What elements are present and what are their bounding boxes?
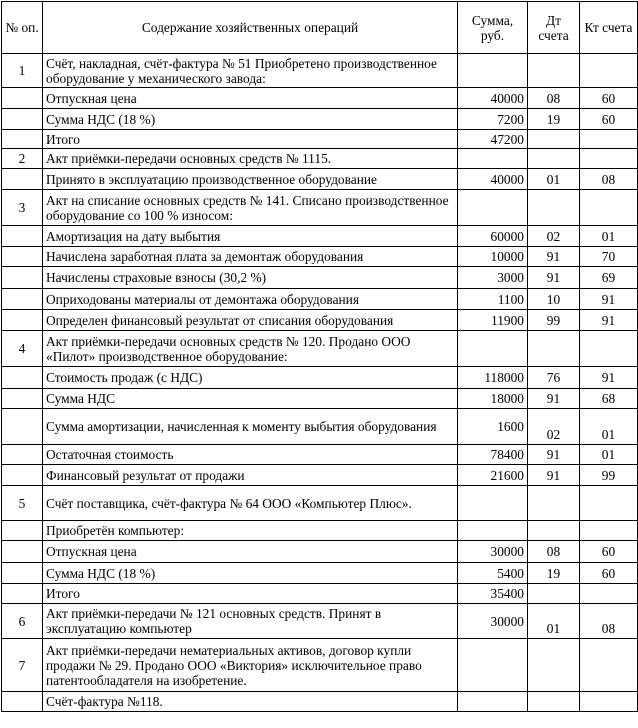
table-row <box>2 604 638 639</box>
credit-account: 91 <box>580 289 638 310</box>
operation-sum <box>458 521 528 541</box>
debit-account <box>528 331 580 367</box>
credit-account <box>580 130 638 149</box>
table-row <box>2 130 638 149</box>
operation-sum: 5400 <box>458 563 528 584</box>
operation-sum: 3000 <box>458 267 528 289</box>
debit-account <box>528 149 580 169</box>
operation-description: Отпускная цена <box>43 88 458 109</box>
operation-number: 5 <box>2 486 43 521</box>
operation-number: 1 <box>2 54 43 88</box>
credit-account: 01 <box>580 445 638 465</box>
header-sum: Сумма, руб. <box>458 2 528 54</box>
table-row <box>2 149 638 169</box>
operation-number <box>2 130 43 149</box>
debit-account: 76 <box>528 367 580 389</box>
table-row <box>2 465 638 486</box>
operation-description: Итого <box>43 584 458 604</box>
operation-sum: 7200 <box>458 109 528 130</box>
operation-description: Акт на списание основных средств № 141. Списано производственное оборудование со 100 % износом: <box>43 190 458 226</box>
operation-description: Отпускная цена <box>43 541 458 563</box>
table-row <box>2 692 638 712</box>
credit-account <box>580 190 638 226</box>
operation-description: Стоимость продаж (с НДС) <box>43 367 458 389</box>
operation-sum <box>458 692 528 712</box>
operation-sum: 40000 <box>458 169 528 190</box>
table-row <box>2 541 638 563</box>
debit-account: 02 <box>528 226 580 247</box>
operation-sum <box>458 149 528 169</box>
operation-sum <box>458 54 528 88</box>
operation-number <box>2 289 43 310</box>
operation-description: Акт приёмки-передачи основных средств № 1115. <box>43 149 458 169</box>
operation-description: Принято в эксплуатацию производственное оборудование <box>43 169 458 190</box>
table-row <box>2 445 638 465</box>
header-row <box>2 2 638 54</box>
debit-account: 10 <box>528 289 580 310</box>
credit-account <box>580 521 638 541</box>
table-row <box>2 310 638 331</box>
debit-account: 91 <box>528 465 580 486</box>
operation-description: Сумма НДС (18 %) <box>43 563 458 584</box>
credit-account <box>580 692 638 712</box>
table-row <box>2 226 638 247</box>
operations-table <box>1 1 638 712</box>
operation-sum: 35400 <box>458 584 528 604</box>
credit-account: 01 <box>580 226 638 247</box>
operation-number: 7 <box>2 639 43 692</box>
header-debit-account: Дт счета <box>528 2 580 54</box>
debit-account <box>528 486 580 521</box>
credit-account: 60 <box>580 563 638 584</box>
operation-sum: 1600 <box>458 409 528 445</box>
debit-account <box>528 190 580 226</box>
debit-account: 99 <box>528 310 580 331</box>
table-row <box>2 169 638 190</box>
table-body <box>2 54 638 712</box>
operation-description: Оприходованы материалы от демонтажа оборудования <box>43 289 458 310</box>
operation-sum <box>458 331 528 367</box>
operation-sum: 21600 <box>458 465 528 486</box>
operation-sum <box>458 190 528 226</box>
debit-account: 08 <box>528 88 580 109</box>
credit-account: 60 <box>580 88 638 109</box>
table-row <box>2 88 638 109</box>
operation-number <box>2 267 43 289</box>
operation-sum: 47200 <box>458 130 528 149</box>
debit-account <box>528 692 580 712</box>
operation-sum: 60000 <box>458 226 528 247</box>
operation-sum: 30000 <box>458 604 528 639</box>
operation-number <box>2 445 43 465</box>
table-row <box>2 109 638 130</box>
operation-number <box>2 109 43 130</box>
credit-account <box>580 584 638 604</box>
credit-account: 70 <box>580 247 638 267</box>
table-row <box>2 563 638 584</box>
operation-sum: 30000 <box>458 541 528 563</box>
credit-account <box>580 54 638 88</box>
operation-description: Финансовый результат от продажи <box>43 465 458 486</box>
credit-account <box>580 486 638 521</box>
credit-account: 01 <box>580 409 638 445</box>
table-row <box>2 267 638 289</box>
debit-account: 91 <box>528 247 580 267</box>
operation-description: Сумма НДС (18 %) <box>43 109 458 130</box>
table-row <box>2 331 638 367</box>
operation-number <box>2 389 43 409</box>
operation-description: Акт приёмки-передачи нематериальных активов, договор купли продажи № 29. Продано ООО «Виктория» исключительное право патентообладателя на изобретение. <box>43 639 458 692</box>
operation-number <box>2 247 43 267</box>
credit-account <box>580 639 638 692</box>
debit-account <box>528 639 580 692</box>
operation-number: 6 <box>2 604 43 639</box>
table-row <box>2 247 638 267</box>
debit-account: 19 <box>528 109 580 130</box>
operation-number <box>2 563 43 584</box>
operation-number <box>2 541 43 563</box>
header-no: № оп. <box>2 2 43 54</box>
debit-account <box>528 54 580 88</box>
operation-number <box>2 88 43 109</box>
operation-number: 3 <box>2 190 43 226</box>
operation-number <box>2 409 43 445</box>
credit-account: 99 <box>580 465 638 486</box>
debit-account <box>528 521 580 541</box>
operation-sum: 18000 <box>458 389 528 409</box>
operation-description: Итого <box>43 130 458 149</box>
credit-account: 60 <box>580 541 638 563</box>
table-row <box>2 521 638 541</box>
operation-number <box>2 367 43 389</box>
operation-description: Начислены страховые взносы (30,2 %) <box>43 267 458 289</box>
debit-account: 19 <box>528 563 580 584</box>
header-credit-account: Кт счета <box>580 2 638 54</box>
debit-account: 08 <box>528 541 580 563</box>
credit-account: 69 <box>580 267 638 289</box>
debit-account: 01 <box>528 604 580 639</box>
table-row <box>2 190 638 226</box>
operation-description: Начислена заработная плата за демонтаж оборудования <box>43 247 458 267</box>
credit-account: 91 <box>580 310 638 331</box>
operation-description: Счёт-фактура №118. <box>43 692 458 712</box>
operation-description: Определен финансовый результат от списания оборудования <box>43 310 458 331</box>
table-row <box>2 584 638 604</box>
operation-description: Акт приёмки-передачи № 121 основных средств. Принят в эксплуатацию компьютер <box>43 604 458 639</box>
operation-sum: 118000 <box>458 367 528 389</box>
operation-number <box>2 692 43 712</box>
operation-number: 2 <box>2 149 43 169</box>
table-row <box>2 409 638 445</box>
debit-account: 91 <box>528 267 580 289</box>
operation-sum: 40000 <box>458 88 528 109</box>
operation-number <box>2 521 43 541</box>
credit-account: 08 <box>580 169 638 190</box>
table-row <box>2 367 638 389</box>
operation-description: Остаточная стоимость <box>43 445 458 465</box>
operation-sum: 10000 <box>458 247 528 267</box>
table-row <box>2 389 638 409</box>
operation-sum: 11900 <box>458 310 528 331</box>
operation-sum <box>458 486 528 521</box>
debit-account: 01 <box>528 169 580 190</box>
operation-description: Приобретён компьютер: <box>43 521 458 541</box>
debit-account: 91 <box>528 389 580 409</box>
operation-description: Амортизация на дату выбытия <box>43 226 458 247</box>
operation-number: 4 <box>2 331 43 367</box>
credit-account: 08 <box>580 604 638 639</box>
debit-account <box>528 584 580 604</box>
credit-account <box>580 331 638 367</box>
operation-description: Счёт поставщика, счёт-фактура № 64 ООО «Компьютер Плюс». <box>43 486 458 521</box>
operation-number <box>2 310 43 331</box>
credit-account: 60 <box>580 109 638 130</box>
operation-number <box>2 226 43 247</box>
operation-description: Акт приёмки-передачи основных средств № 120. Продано ООО «Пилот» производственное оборудование: <box>43 331 458 367</box>
credit-account: 68 <box>580 389 638 409</box>
table-row <box>2 54 638 88</box>
table-row <box>2 639 638 692</box>
credit-account <box>580 149 638 169</box>
operation-description: Сумма амортизации, начисленная к моменту выбытия оборудования <box>43 409 458 445</box>
operation-description: Сумма НДС <box>43 389 458 409</box>
operation-number <box>2 465 43 486</box>
table-row <box>2 486 638 521</box>
table-row <box>2 289 638 310</box>
debit-account: 91 <box>528 445 580 465</box>
debit-account <box>528 130 580 149</box>
operation-sum: 1100 <box>458 289 528 310</box>
header-description: Содержание хозяйственных операций <box>43 2 458 54</box>
debit-account: 02 <box>528 409 580 445</box>
operation-number <box>2 169 43 190</box>
credit-account: 91 <box>580 367 638 389</box>
operation-sum: 78400 <box>458 445 528 465</box>
operation-number <box>2 584 43 604</box>
operation-sum <box>458 639 528 692</box>
operation-description: Счёт, накладная, счёт-фактура № 51 Приобретено производственное оборудование у механического завода: <box>43 54 458 88</box>
